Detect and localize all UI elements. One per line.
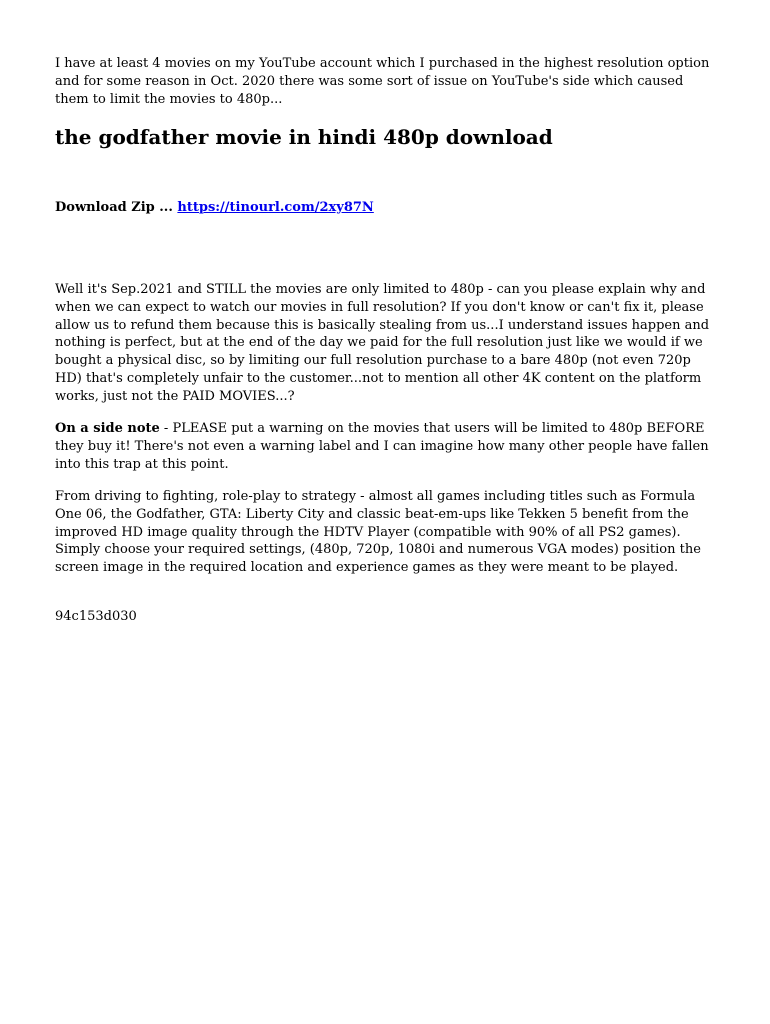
intro-paragraph: I have at least 4 movies on my YouTube account which I purchased in the highest resolution option and for some reason in Oct. 2020 there was some sort of issue on YouTube's side which caused them to limit the movies to 480p... xyxy=(55,56,710,107)
download-label: Download Zip ... xyxy=(55,200,173,215)
hash-code: 94c153d030 xyxy=(55,609,137,624)
body-paragraph-1: Well it's Sep.2021 and STILL the movies are only limited to 480p - can you please explain why and when we can expect to watch our movies in full resolution? If you don't know or can't fix it, please allow us to refund them because this is basically stealing from us...I understand issues happen and nothing is perfect, but at the end of the day we paid for the full resolution just like we would if we bought a physical disc, so by limiting our full resolution purchase to a bare 480p (not even 720p HD) that's completely unfair to the customer...not to mention all other 4K content on the platform works, just not the PAID MOVIES...? xyxy=(55,282,710,404)
page-title: the godfather movie in hindi 480p download xyxy=(55,125,553,149)
download-link[interactable]: https://tinourl.com/2xy87N xyxy=(177,200,374,215)
side-note-lead: On a side note xyxy=(55,421,160,436)
download-line xyxy=(55,199,720,217)
body-paragraph-3: From driving to fighting, role-play to strategy - almost all games including titles such as Formula One 06, the Godfather, GTA: Liberty City and classic beat-em-ups like Tekken 5 benefit from the improved HD image quality through the HDTV Player (compatible with 90% of all PS2 games). Simply choose your required settings, (480p, 720p, 1080i and numerous VGA modes) position the screen image in the required location and experience games as they were meant to be played. xyxy=(55,489,701,576)
side-note-body: - PLEASE put a warning on the movies that users will be limited to 480p BEFORE they buy it! There's not even a warning label and I can imagine how many other people have fallen into this trap at this point. xyxy=(55,421,709,472)
body-paragraph-2 xyxy=(55,420,720,473)
